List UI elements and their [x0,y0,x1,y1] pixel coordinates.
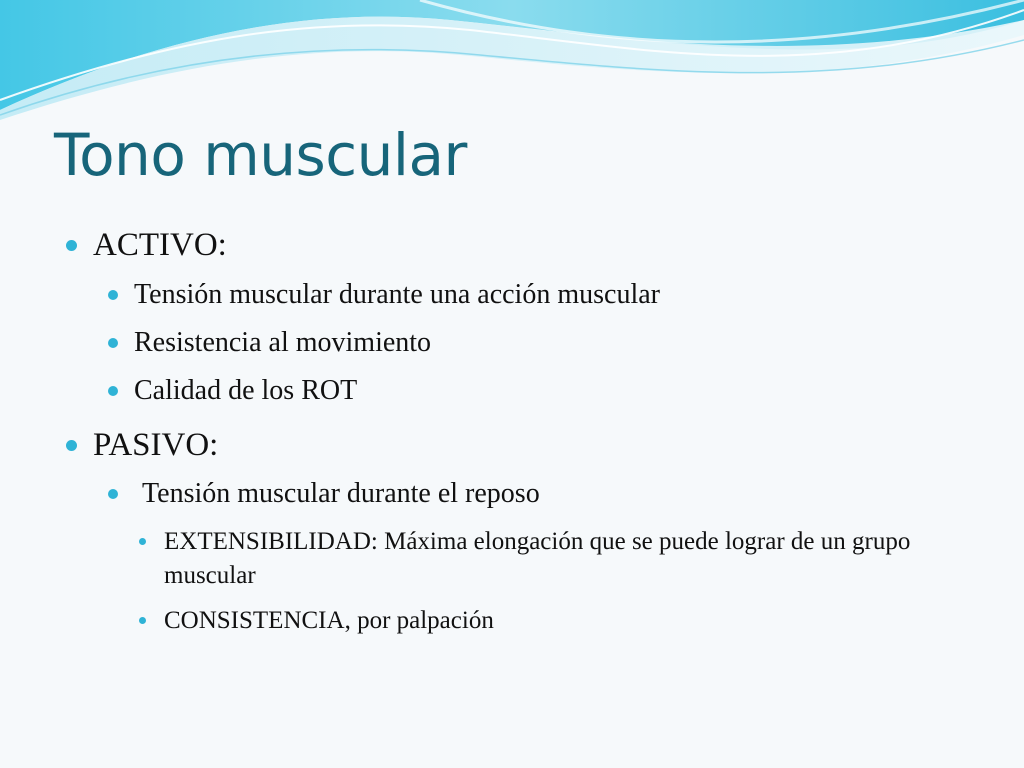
bullet-dot-icon [108,338,118,348]
bullet-item-extensibilidad [164,525,974,593]
slide-title: Tono muscular [54,121,467,189]
bullet-text: Resistencia al movimiento [134,327,432,358]
bullet-item-tension-reposo [142,480,540,508]
bullet-dot-icon [108,386,118,396]
bullet-text: Calidad de los ROT [134,375,358,406]
bullet-text: EXTENSIBILIDAD: Máxima elongación que se puede lograr de un grupo muscular [164,528,911,589]
bullet-text: CONSISTENCIA, por palpación [164,607,494,634]
bullet-item-consistencia [164,604,494,638]
bullet-dot-icon [108,290,118,300]
bullet-dot-icon [66,240,77,251]
bullet-dot-icon [139,617,146,624]
bullet-item-calidad-rot [134,377,357,405]
bullet-item-activo [93,229,227,262]
bullet-text: PASIVO: [93,427,219,463]
bullet-text: Tensión muscular durante el reposo [142,478,540,509]
bullet-item-pasivo [93,429,218,462]
bullet-dot-icon [66,440,77,451]
bullet-dot-icon [108,489,118,499]
bullet-text: ACTIVO: [93,227,227,263]
bullet-text: Tensión muscular durante una acción muscular [134,279,660,310]
bullet-item-tension-accion [134,281,660,309]
bullet-item-resistencia [134,329,431,357]
bullet-dot-icon [139,538,146,545]
